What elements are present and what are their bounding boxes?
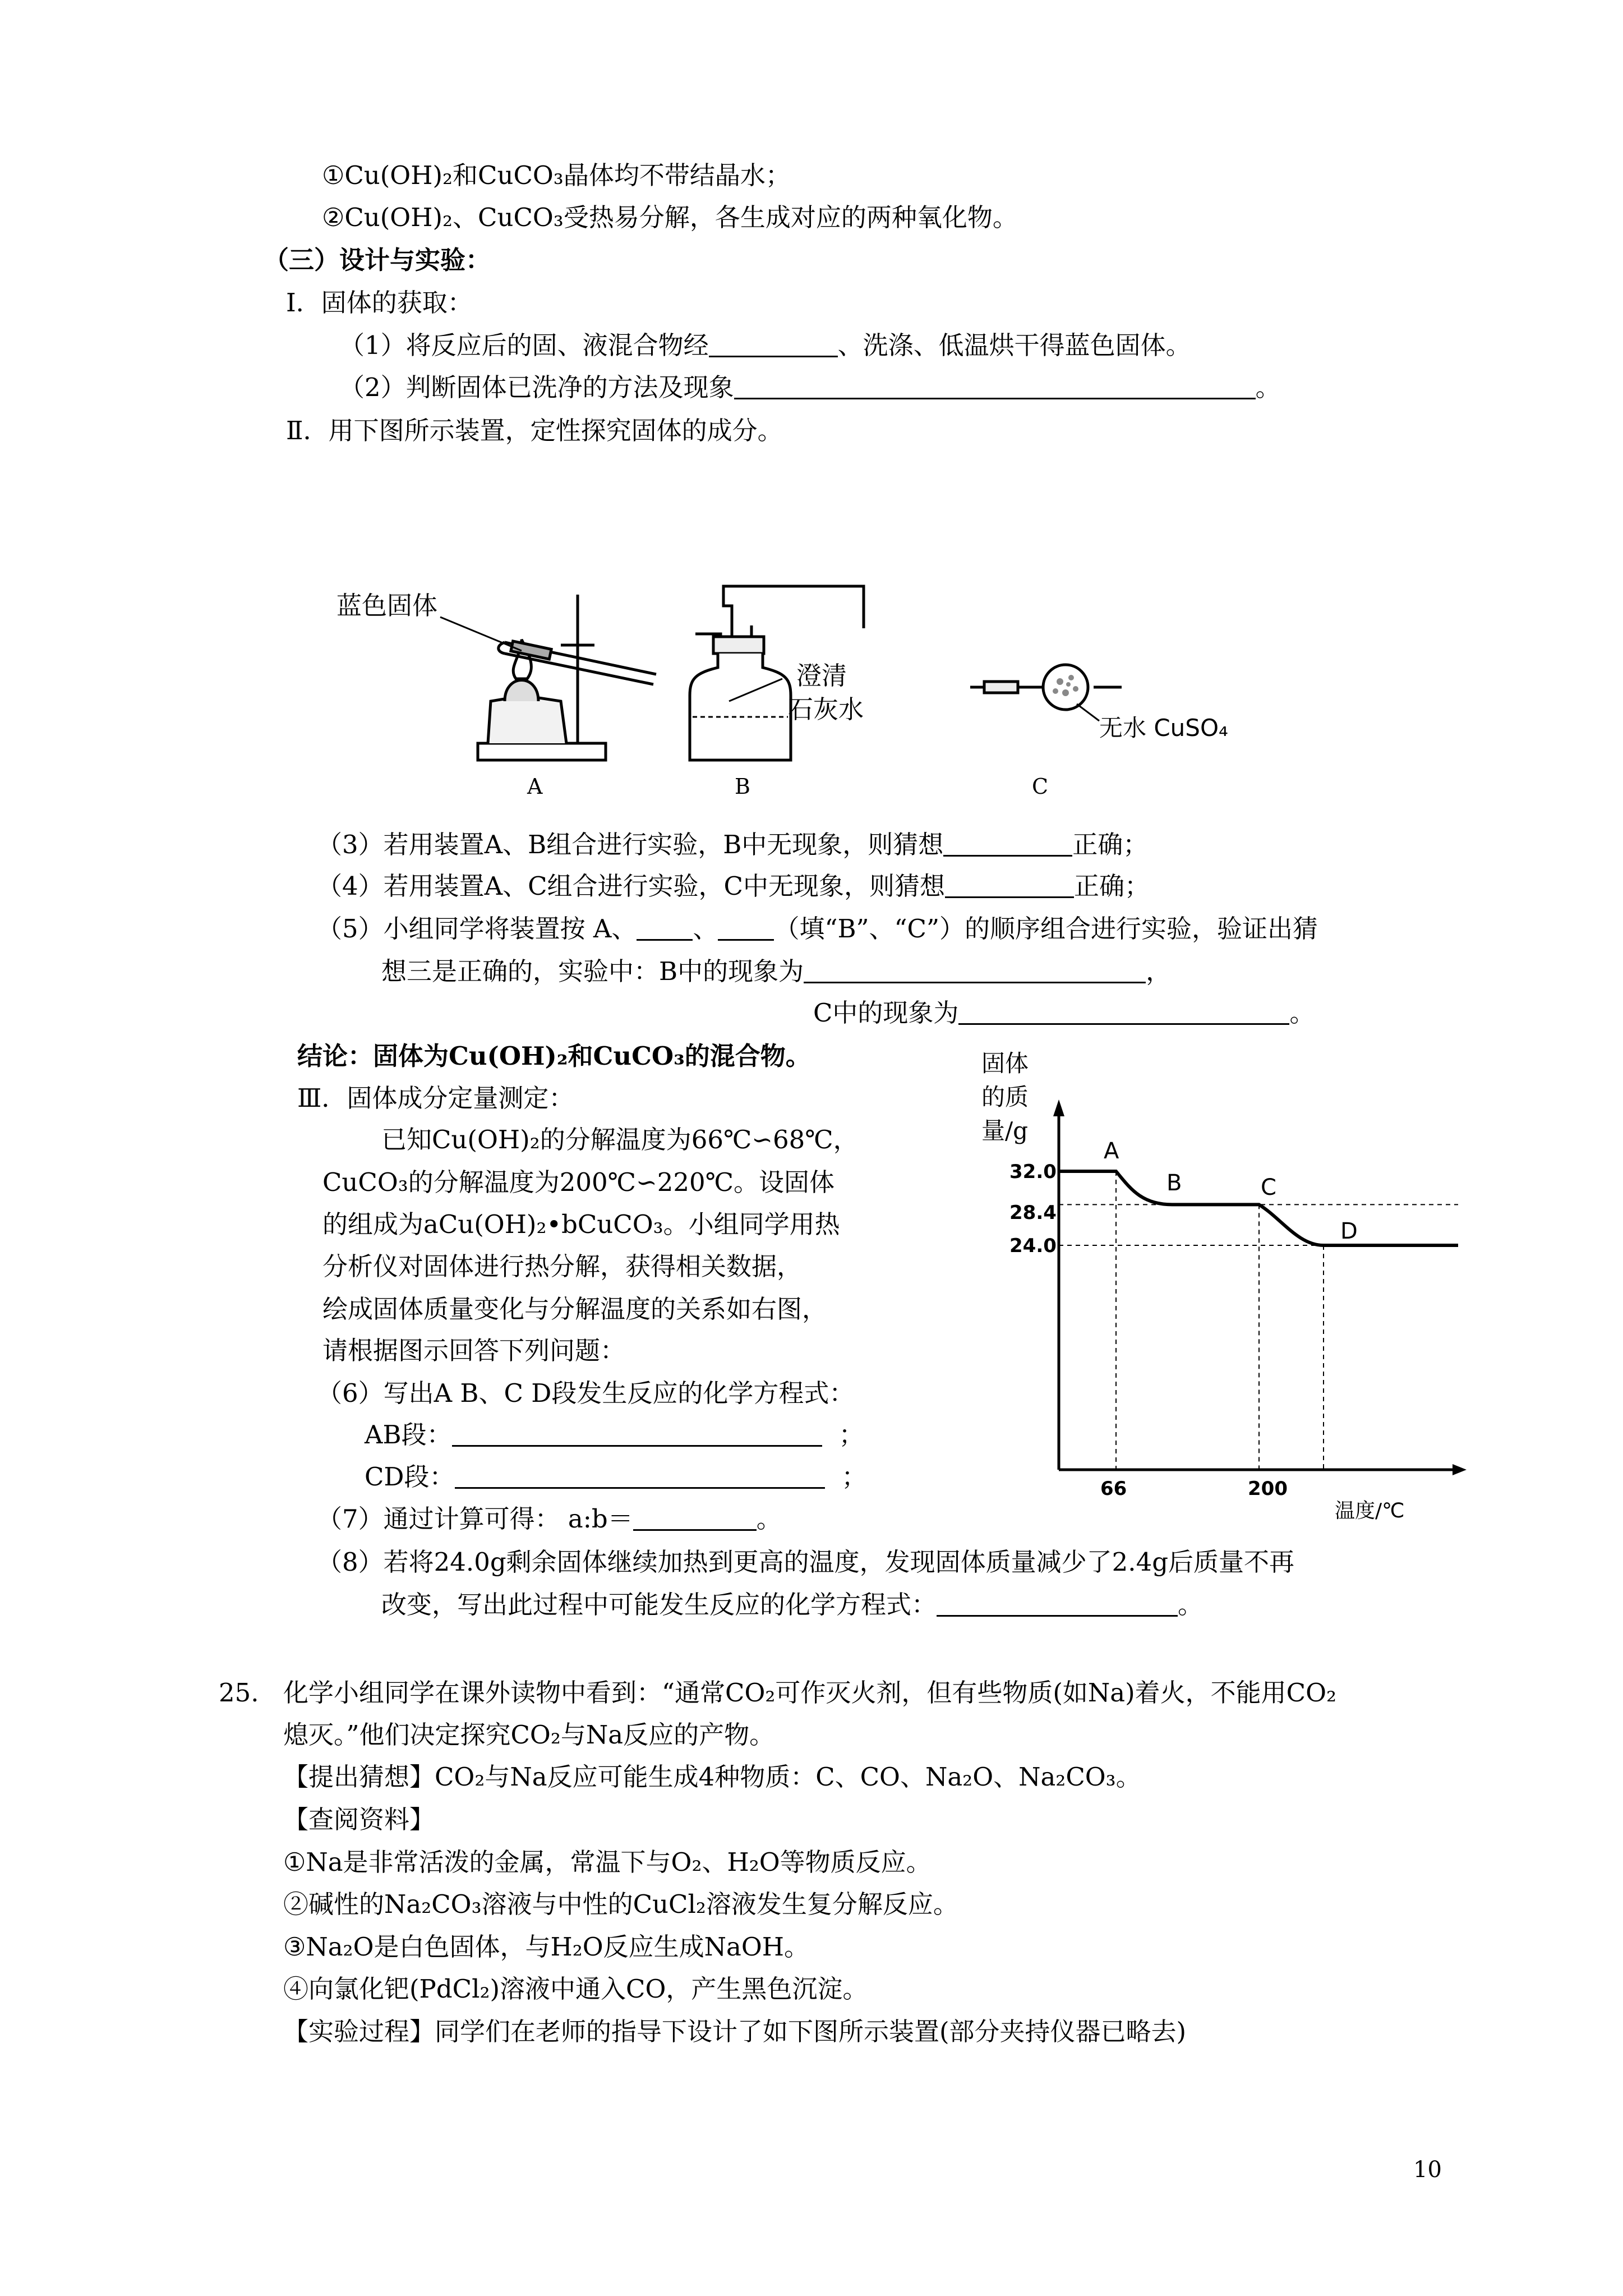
chart-ylabel-2: 的质 [981, 1083, 1029, 1111]
question-5: （5）小组同学将装置按 A、 、 （填“B”、“C”）的顺序组合进行实验，验证出猜 [317, 914, 1318, 944]
label-C: C [1032, 774, 1049, 799]
point-label-C: C [1261, 1175, 1276, 1200]
info-1: ①Cu(OH)₂和CuCO₃晶体均不带结晶水； [322, 160, 791, 190]
apparatus-A [440, 595, 656, 760]
y-tick-28-4: 28.4 [1009, 1202, 1057, 1224]
question-8: （8）若将24.0g剩余固体继续加热到更高的温度，发现固体质量减少了2.4g后质量不再 [317, 1547, 1295, 1577]
q25-data-2: ②碱性的Na₂CO₃溶液与中性的CuCl₂溶液发生复分解反应。 [283, 1889, 958, 1919]
label-cuso4: 无水 CuSO₄ [1099, 714, 1228, 742]
question-8-line-2: 改变，写出此过程中可能发生反应的化学方程式： 。 [381, 1590, 1204, 1619]
label-blue-solid: 蓝色固体 [336, 591, 438, 620]
question-5-line-3: C中的现象为 。 [813, 998, 1315, 1028]
paragraph-line-1: 已知Cu(OH)₂的分解温度为66℃∽68℃， [381, 1125, 859, 1154]
answer-blank-q4[interactable] [945, 874, 1074, 898]
part-II-heading: Ⅱ．用下图所示装置，定性探究固体的成分。 [286, 416, 783, 445]
q25-data-4: ④向氯化钯(PdCl₂)溶液中通入CO，产生黑色沉淀。 [283, 1974, 868, 2004]
conclusion: 结论：固体为Cu(OH)₂和CuCO₃的混合物。 [297, 1041, 811, 1071]
q25-line-2: 熄灭。”他们决定探究CO₂与Na反应的产物。 [283, 1720, 775, 1750]
paragraph-line-4: 分析仪对固体进行热分解，获得相关数据， [322, 1251, 803, 1281]
q25-data-1: ①Na是非常活泼的金属，常温下与O₂、H₂O等物质反应。 [283, 1847, 932, 1877]
q25-line-1: 化学小组同学在课外读物中看到：“通常CO₂可作灭火剂，但有些物质(如Na)着火，不能用CO₂ [283, 1678, 1337, 1708]
chart-ylabel-3: 量/g [981, 1117, 1029, 1144]
y-axis-arrow [1053, 1099, 1064, 1116]
section-heading-3: （三）设计与实验： [264, 245, 491, 275]
answer-blank-q5-B[interactable] [804, 959, 1146, 983]
part-I-heading: Ⅰ．固体的获取： [286, 288, 473, 318]
question-6-ab: AB段： ； [365, 1420, 864, 1450]
paragraph-line-3: 的组成为aCu(OH)₂•bCuCO₃。小组同学用热 [322, 1209, 840, 1239]
paragraph-line-2: CuCO₃的分解温度为200℃∽220℃。设固体 [322, 1167, 834, 1197]
label-B: B [735, 774, 750, 799]
y-tick-32: 32.0 [1009, 1161, 1057, 1183]
y-tick-24: 24.0 [1009, 1235, 1057, 1257]
x-axis-arrow [1453, 1464, 1467, 1475]
question-5-line-2: 想三是正确的，实验中：B中的现象为 ， [381, 956, 1172, 986]
point-label-D: D [1340, 1218, 1358, 1244]
paragraph-line-6: 请根据图示回答下列问题： [322, 1336, 626, 1365]
info-2: ②Cu(OH)₂、CuCO₃受热易分解，各生成对应的两种氧化物。 [322, 203, 1018, 232]
chart-xlabel: 温度/℃ [1335, 1499, 1405, 1522]
q25-data-heading: 【查阅资料】 [283, 1805, 435, 1834]
question-7: （7）通过计算可得： a:b＝ 。 [317, 1504, 782, 1534]
label-limewater-1: 澄清 [796, 661, 847, 691]
x-tick-200: 200 [1248, 1478, 1288, 1500]
paragraph-line-5: 绘成固体质量变化与分解温度的关系如右图， [322, 1294, 828, 1324]
mass-temperature-chart [953, 1043, 1469, 1537]
question-6: （6）写出A B、C D段发生反应的化学方程式： [317, 1378, 855, 1408]
q25-data-3: ③Na₂O是白色固体，与H₂O反应生成NaOH。 [283, 1932, 809, 1962]
x-tick-66: 66 [1100, 1478, 1127, 1500]
part-III-heading: Ⅲ．固体成分定量测定： [297, 1083, 574, 1113]
point-label-A: A [1104, 1138, 1119, 1164]
answer-blank-q5-C[interactable] [958, 1001, 1289, 1025]
answer-blank-q5-1[interactable] [637, 917, 693, 941]
label-A: A [527, 774, 543, 799]
apparatus-C [970, 665, 1122, 721]
q25-guess: 【提出猜想】CO₂与Na反应可能生成4种物质：C、CO、Na₂O、Na₂CO₃。 [283, 1762, 1141, 1792]
q25-number: 25. [219, 1678, 259, 1708]
q25-process: 【实验过程】同学们在老师的指导下设计了如下图所示装置(部分夹持仪器已略去) [283, 2017, 1187, 2046]
answer-blank-ab[interactable] [452, 1423, 822, 1447]
page-number: 10 [1413, 2157, 1442, 2183]
question-3: （3）若用装置A、B组合进行实验，B中无现象，则猜想 正确； [317, 830, 1149, 859]
question-2: （2）判断固体已洗净的方法及现象 。 [339, 372, 1281, 402]
answer-blank-q8[interactable] [937, 1593, 1178, 1617]
question-4: （4）若用装置A、C组合进行实验，C中无现象，则猜想 正确； [317, 871, 1150, 901]
question-6-cd: CD段： ； [365, 1462, 867, 1492]
answer-blank-q3[interactable] [943, 832, 1072, 857]
label-limewater-2: 石灰水 [788, 694, 864, 724]
answer-blank-q5-2[interactable] [718, 917, 774, 941]
point-label-B: B [1166, 1170, 1182, 1196]
answer-blank-q7[interactable] [633, 1507, 757, 1531]
answer-blank-q1[interactable] [709, 333, 838, 357]
question-1: （1）将反应后的固、液混合物经 、洗涤、低温烘干得蓝色固体。 [339, 330, 1191, 360]
answer-blank-cd[interactable] [455, 1465, 825, 1489]
apparatus-diagram [336, 583, 1290, 808]
answer-blank-q2[interactable] [734, 375, 1256, 399]
chart-ylabel-1: 固体 [981, 1050, 1029, 1077]
